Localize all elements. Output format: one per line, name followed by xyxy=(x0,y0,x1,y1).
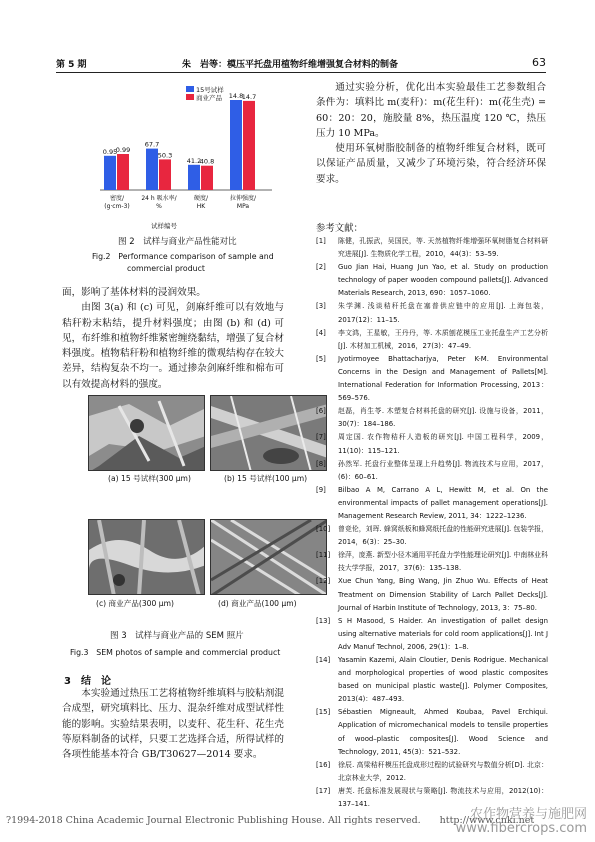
reference-number: [9] xyxy=(316,485,326,494)
reference-number: [1] xyxy=(316,237,326,245)
page-number: 63 xyxy=(532,56,546,69)
reference-number: [4] xyxy=(316,328,326,337)
sem-caption-a: (a) 15 号试样(300 μm) xyxy=(108,474,191,483)
para-continuation: 面，影响了基体材料的浸润效果。 xyxy=(62,287,206,298)
fig3-caption-cn: 图 3 试样与商业产品的 SEM 照片 xyxy=(110,631,244,641)
bar-2-0 xyxy=(188,165,200,190)
chart-svg xyxy=(94,80,276,232)
references-title: 参考文献： xyxy=(316,223,363,234)
sem-caption-c: (c) 商业产品(300 μm) xyxy=(96,599,174,608)
reference-number: [15] xyxy=(316,708,331,717)
page-header xyxy=(56,55,546,73)
reference-text: 朱学渊. 浅谈秸秆托盘在塞普供应链中的应用[J]. 上海包装，2017(12)：11–15. xyxy=(338,302,548,324)
reference-item xyxy=(316,353,548,405)
reference-item xyxy=(316,615,548,654)
sem-texture-b xyxy=(211,396,327,471)
right-paragraph xyxy=(316,80,546,187)
para-sem-discussion: 由图 3(a) 和 (c) 可见，剑麻纤维可以有效地与秸秆粉末粘结，提升材料强度；由图 (b) 和 (d) 可见，布纤维和植物纤维紧密缠绕黏结，增强了复合材料强度。植物秸秆粉和植物纤维的微观结构存在较大差异，结构复杂不均一。通过掺杂剑麻纤维和棉布可以有效提高材料的强度。 xyxy=(62,302,284,390)
reference-item xyxy=(316,327,548,353)
legend-label: 商业产品 xyxy=(196,94,222,102)
reference-item xyxy=(316,261,548,300)
reference-item xyxy=(316,458,548,484)
reference-item xyxy=(316,431,548,457)
category-tick-label: 密度/ xyxy=(109,195,125,202)
category-tick-label: MPa xyxy=(236,203,250,210)
reference-number: [13] xyxy=(316,616,331,625)
category-tick-label: 24 h 吸水率/ xyxy=(141,195,177,202)
reference-text: 赵磊，肖生苓. 木塑复合材料托盘的研究[J]. 设施与设备，2011，30(7)：184–186. xyxy=(338,407,548,429)
reference-number: [6] xyxy=(316,407,326,416)
reference-text: Sébastien Migneault, Ahmed Koubaa, Pavel Erchiqui. Application of micromechanical models to tensile properties of wood–plastic composites[J]. Wood Science and Technology, 2011, 45(3)：521–532. xyxy=(338,708,548,756)
reference-number: [3] xyxy=(316,302,326,311)
reference-item xyxy=(316,575,548,614)
references-list xyxy=(316,235,548,811)
reference-text: 徐萍，庞燕. 新型小径木通用平托盘力学性能理论研究[J]. 中南林业科技大学学报，2017，37(6)：135–138. xyxy=(338,551,548,573)
bar-2-1 xyxy=(201,166,213,190)
running-title: 朱 岩等：模压平托盘用植物纤维增强复合材料的制备 xyxy=(182,60,399,70)
category-tick-label: 拉伸强度/ xyxy=(229,195,257,202)
header-rule xyxy=(56,72,546,73)
reference-item xyxy=(316,706,548,758)
sem-caption-b: (b) 15 号试样(100 μm) xyxy=(224,474,308,483)
left-paragraph-1 xyxy=(62,285,284,392)
fig2-bar-chart xyxy=(94,80,276,232)
reference-item xyxy=(316,405,548,431)
bar-0-0 xyxy=(104,156,116,190)
reference-number: [7] xyxy=(316,433,326,442)
legend-swatch xyxy=(186,94,194,100)
fig2-caption-en-1: Fig.2 Performance comparison of sample and xyxy=(92,252,274,261)
sem-image-b xyxy=(210,395,327,471)
reference-number: [14] xyxy=(316,656,331,664)
fig3-caption-en: Fig.3 SEM photos of sample and commercial product xyxy=(70,648,281,657)
category-tick-label: (g·cm-3) xyxy=(104,203,130,210)
reference-number: [17] xyxy=(316,786,331,795)
conclusion-text: 本实验通过热压工艺将植物纤维填料与胶粘剂混合成型，研究填料比、压力、混杂纤维对成型试样性能的影响。实验结果表明，以麦秆、花生秆、花生壳等原料制备的试样，只要工艺选择合适，所得试样的各项性能基本符合 GB/T30627—2014 要求。 xyxy=(62,688,284,761)
reference-text: Guo Jian Hai, Huang Jun Yao, et al. Study on production technology of paper wooden compound pallets[J]. Advanced Materials Research, 2013, 690：1057–1060. xyxy=(338,263,548,298)
reference-text: Bilbao A M, Carrano A L, Hewitt M, et al. On the environmental impacts of pallet management operations[J]. Management Research Review, 2011, 34：1222–1236. xyxy=(338,485,548,520)
sem-image-a xyxy=(88,395,205,471)
reference-number: [5] xyxy=(316,354,326,363)
reference-text: 李文鸿，王星敏，王丹丹，等. 木质刨花模压工业托盘生产工艺分析[J]. 木材加工机械，2016，27(3)：47–49. xyxy=(338,328,548,350)
bar-3-1 xyxy=(243,101,255,190)
epoxy-text: 使用环氧树脂胶制备的植物纤维复合材料，既可以保证产品质量，又减少了环境污染，符合经济环保要求。 xyxy=(316,143,546,185)
reference-text: Yasamin Kazemi, Alain Cloutier, Denis Rodrigue. Mechanical and morphological properties of wood plastic composites based on municipal plastic waste[J]. Polymer Composites, 2013(4)：487–493. xyxy=(338,656,548,704)
reference-number: [2] xyxy=(316,263,326,272)
bar-value-label: 14.8 xyxy=(228,92,244,100)
bar-1-1 xyxy=(159,159,171,190)
reference-text: Jyotirmoyee Bhattacharjya, Peter K-M. Environmental Concerns in the Design and Management of Pallets[M]. International Federation for Information Processing, 2013：569–576. xyxy=(338,354,548,403)
bar-value-label: 0.99 xyxy=(115,146,131,154)
bar-3-0 xyxy=(230,100,242,190)
bar-value-label: 0.95 xyxy=(102,147,118,156)
bar-value-label: 50.3 xyxy=(157,151,173,160)
x-axis-title: 试样编号 xyxy=(151,222,177,230)
reference-text: 陈健，孔振武，吴国民，等. 天然植物纤维增强环氧树脂复合材料研究进展[J]. 生物质化学工程，2010，44(3)：53–59. xyxy=(338,237,548,259)
watermark-cn: 农作物营养与施肥网 xyxy=(469,807,587,822)
category-tick-label: % xyxy=(156,203,162,210)
reference-number: [11] xyxy=(316,551,331,560)
reference-item xyxy=(316,484,548,523)
reference-item xyxy=(316,654,548,706)
reference-text: 曾竞伦，刘珲. 蜂窝纸板和蜂窝纸托盘的性能研究进展[J]. 包装学报，2014，6(3)：25–30. xyxy=(338,525,548,547)
watermark-url: www.fibercrops.com xyxy=(455,821,587,836)
sem-image-d xyxy=(210,519,327,595)
reference-text: S H Masood, S Haider. An investigation of pallet design using alternative materials for cold room applications[J]. Int J Adv Manuf Technol, 2006, 29(1)：1–8. xyxy=(338,616,548,651)
conclusion-paragraph xyxy=(62,686,284,762)
sem-texture-c xyxy=(89,520,205,595)
reference-text: 孙然军. 托盘行业整体呈现上升趋势[J]. 物流技术与应用，2017，(6)：60–61. xyxy=(338,459,548,481)
sem-image-c xyxy=(88,519,205,595)
optimal-params-text: 通过实验分析，优化出本实验最佳工艺参数组合条件为：填料比 m(麦秆)：m(花生秆)：m(花生壳) = 60：20：20，施胶量 8%，热压温度 120 ℃，热压压力 10 MPa。 xyxy=(316,82,546,139)
sem-texture-d xyxy=(211,520,327,595)
bar-value-label: 41.2 xyxy=(186,156,202,165)
fig2-caption-cn: 图 2 试样与商业产品性能对比 xyxy=(118,237,237,247)
reference-number: [12] xyxy=(316,577,331,586)
reference-item xyxy=(316,549,548,575)
fig2-caption-en-2: commercial product xyxy=(127,264,205,273)
bar-1-0 xyxy=(146,149,158,190)
reference-item xyxy=(316,235,548,261)
bar-0-1 xyxy=(117,154,129,190)
section-3-heading: 3 结 论 xyxy=(64,676,111,687)
bar-value-label: 40.8 xyxy=(199,157,215,166)
copyright-line: ?1994-2018 China Academic Journal Electronic Publishing House. All rights reserved. http://www.cnki.net xyxy=(6,815,535,826)
reference-item xyxy=(316,300,548,326)
reference-number: [10] xyxy=(316,525,331,534)
reference-text: 徐辰. 高梁秸秆模压托盘成形过程的试验研究与数值分析[D]. 北京：北京林业大学，2012. xyxy=(338,760,548,782)
reference-item xyxy=(316,523,548,549)
sem-caption-d: (d) 商业产品(100 μm) xyxy=(218,599,297,608)
watermark xyxy=(456,808,587,836)
reference-text: 唐芙. 托盘标准发展现状与策略[J]. 物流技术与应用，2012(10)：137–141. xyxy=(338,786,548,809)
category-tick-label: 硬度/ xyxy=(193,195,209,202)
category-tick-label: HK xyxy=(196,203,206,210)
legend-label: 15号试样 xyxy=(196,86,224,94)
reference-number: [16] xyxy=(316,760,331,769)
reference-text: 周定国. 农作物秸秆人造板的研究[J]. 中国工程科学，2009，11(10)：115–121. xyxy=(338,433,548,455)
sem-texture-a xyxy=(89,396,205,471)
reference-text: Xue Chun Yang, Bing Wang, Jin Zhuo Wu. Effects of Heat Treatment on Dimension Stability of Larch Pallet Decks[J]. Journal of Harbin Institute of Technology, 2013, 3：75–80. xyxy=(338,577,548,612)
bar-value-label: 14.7 xyxy=(241,92,257,101)
issue-number: 第 5 期 xyxy=(56,60,87,70)
bar-value-label: 67.7 xyxy=(144,140,160,149)
reference-item xyxy=(316,759,548,785)
legend-swatch xyxy=(186,86,194,92)
reference-number: [8] xyxy=(316,459,326,468)
